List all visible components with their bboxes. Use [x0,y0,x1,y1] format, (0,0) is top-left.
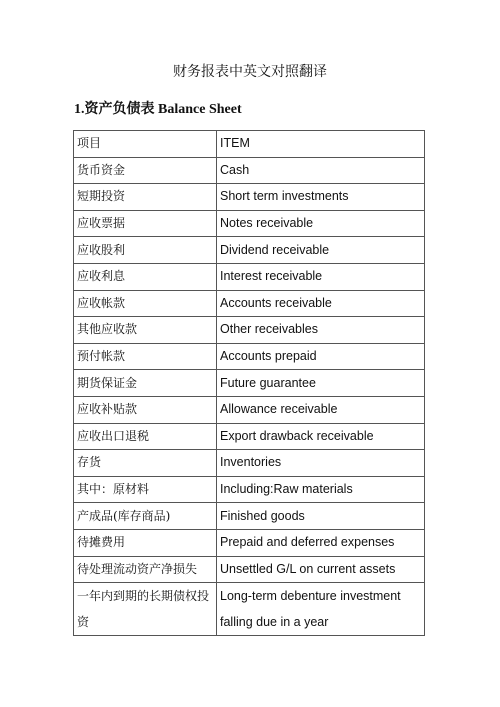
english-term-cell: Including:Raw materials [217,476,425,503]
table-row [74,529,425,556]
chinese-term-cell: 应收补贴款 [74,396,217,423]
english-term-cell: Notes receivable [217,210,425,237]
table-row [74,184,425,211]
table-row [74,423,425,450]
chinese-term-cell: 项目 [74,131,217,158]
chinese-term-cell: 一年内到期的长期债权投资 [74,583,217,636]
english-term-cell: Prepaid and deferred expenses [217,529,425,556]
chinese-term-cell: 应收出口退税 [74,423,217,450]
table-row [74,396,425,423]
table-row [74,263,425,290]
english-term-cell: Allowance receivable [217,396,425,423]
table-row [74,157,425,184]
chinese-term-cell: 其中：原材料 [74,476,217,503]
chinese-term-cell: 其他应收款 [74,317,217,344]
chinese-term-cell: 产成品(库存商品) [74,503,217,530]
document-title: 财务报表中英文对照翻译 [173,64,327,80]
section-heading: 1.资产负债表 Balance Sheet [74,102,242,117]
table-row [74,343,425,370]
english-term-cell: Accounts receivable [217,290,425,317]
chinese-term-cell: 期货保证金 [74,370,217,397]
english-term-cell: Future guarantee [217,370,425,397]
chinese-term-cell: 应收帐款 [74,290,217,317]
table-row [74,556,425,583]
english-term-cell: Other receivables [217,317,425,344]
glossary-table [73,130,425,636]
chinese-term-cell: 待处理流动资产净损失 [74,556,217,583]
chinese-term-cell: 应收票据 [74,210,217,237]
english-term-cell: Unsettled G/L on current assets [217,556,425,583]
english-term-cell: Inventories [217,450,425,477]
english-term-cell: Cash [217,157,425,184]
table-row [74,131,425,158]
glossary-table-body [74,131,425,636]
chinese-term-cell: 存货 [74,450,217,477]
english-term-cell: Short term investments [217,184,425,211]
table-row [74,290,425,317]
chinese-term-cell: 货币资金 [74,157,217,184]
table-row [74,450,425,477]
chinese-term-cell: 待摊费用 [74,529,217,556]
table-row [74,210,425,237]
english-term-cell: Long-term debenture investment falling due in a year [217,583,425,636]
chinese-term-cell: 预付帐款 [74,343,217,370]
english-term-cell: Finished goods [217,503,425,530]
table-row [74,317,425,344]
table-row [74,503,425,530]
chinese-term-cell: 短期投资 [74,184,217,211]
english-term-cell: Interest receivable [217,263,425,290]
table-row [74,237,425,264]
chinese-term-cell: 应收股利 [74,237,217,264]
english-term-cell: Dividend receivable [217,237,425,264]
table-row [74,476,425,503]
english-term-cell: Export drawback receivable [217,423,425,450]
english-term-cell: ITEM [217,131,425,158]
table-row [74,583,425,636]
english-term-cell: Accounts prepaid [217,343,425,370]
table-row [74,370,425,397]
chinese-term-cell: 应收利息 [74,263,217,290]
